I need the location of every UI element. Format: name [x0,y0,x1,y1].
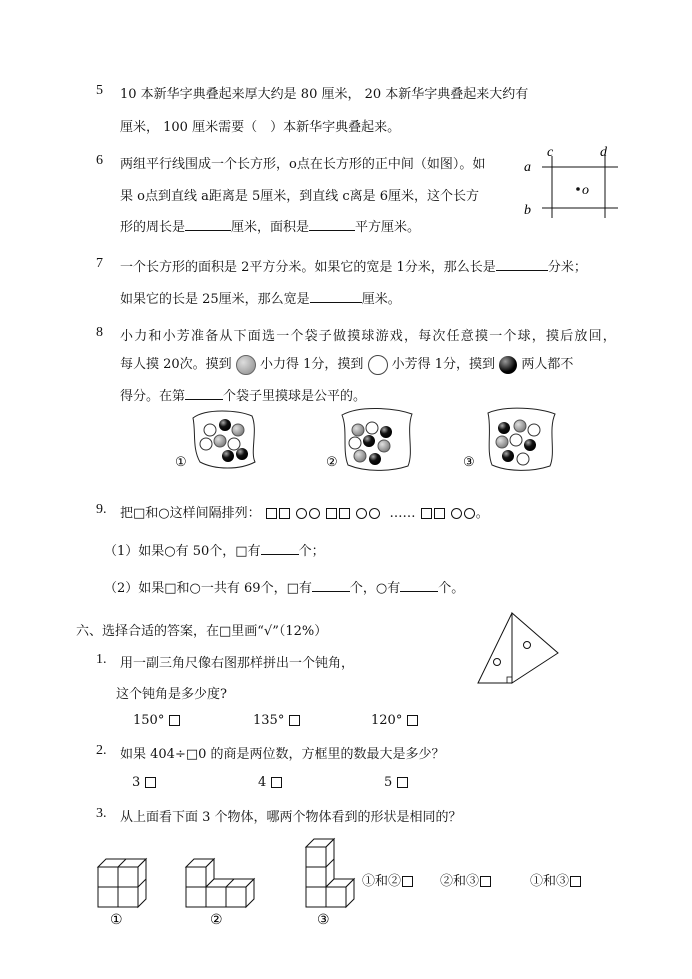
object-2 [186,859,254,907]
q8-text-c: 小芳得 1分，摸到 [391,357,496,372]
section-6-title: 六、选择合适的答案，在□里画“√”（12%） [76,624,328,639]
q9-sub2-text-a: （2）如果□和○一共有 69个，□有 [104,581,312,596]
s6-q3-option-1 [362,870,414,889]
object-3 [306,839,354,907]
object-2-label: ② [210,912,223,928]
s6-q2-number: 2. [96,743,107,758]
question-5-number: 5 [96,83,103,98]
s6-q2-option-3-label: 5 [384,775,393,790]
s6-q1-option-3-label: 120° [371,713,403,728]
s6-q3-option-1-checkbox[interactable] [402,876,413,887]
s6-q3-text: 从上面看下面 3 个物体，哪两个物体看到的形状是相同的？ [120,810,462,825]
question-7-number: 7 [96,256,103,271]
q6-text-c: 平方厘米。 [355,220,421,235]
s6-q3-option-1-label: ①和② [362,874,402,889]
q8-text-e: 得分。在第 [120,389,186,404]
q6-text-b: 厘米，面积是 [231,220,310,235]
q8-text-d: 两人都不 [521,357,574,372]
q9-sub1-text-b: 个； [298,544,325,559]
s6-q3-option-2 [440,870,492,889]
s6-q2-option-1-label: 3 [132,775,141,790]
s6-q3-option-2-checkbox[interactable] [480,876,491,887]
question-8-line1: 小力和小芳准备从下面选一个袋子做摸球游戏，每次任意摸一个球，摸后放回， [120,329,618,344]
label-c: c [547,145,554,160]
s6-q3-option-3-checkbox[interactable] [570,876,581,887]
q9-ellipsis: …… [389,506,416,521]
s6-q2-text: 如果 404÷□0 的商是两位数，方框里的数最大是多少？ [120,747,445,762]
question-5-line1: 10 本新华字典叠起来厚大约是 80 厘米， 20 本新华字典叠起来大约有 [120,87,529,102]
s6-q1-number: 1. [96,652,107,667]
q7-text-b: 分米； [547,260,587,275]
s6-q1-line1: 用一副三角尺像右图那样拼出一个钝角， [120,656,355,671]
question-8-number: 8 [96,325,103,340]
bag-3-label: ③ [463,455,475,470]
question-9-line1: 把□和○这样间隔排列： …… 。 [120,506,489,521]
q8-text-b: 小力得 1分，摸到 [259,357,364,372]
s6-q1-option-2-label: 135° [253,713,285,728]
q6-text-a: 形的周长是 [120,220,186,235]
label-b: b [524,203,531,218]
q7-text-d: 厘米。 [361,292,401,307]
q8-text-f: 个袋子里摸球是公平的。 [223,389,367,404]
s6-q2-option-2-label: 4 [258,775,267,790]
question-6-line1: 两组平行线围成一个长方形，o点在长方形的正中间（如图）。如 [120,157,486,172]
bag-2-label: ② [326,455,338,470]
q7-text-c: 如果它的长是 25厘米，那么宽是 [120,292,310,307]
object-3-label: ③ [317,912,330,928]
question-9-number: 9. [96,502,107,517]
s6-q3-option-3-label: ①和③ [530,874,570,889]
s6-q3-option-2-label: ②和③ [440,874,480,889]
q9-sub2-text-b: 个，○有 [349,581,401,596]
s6-q3-number: 3. [96,806,107,821]
question-5-line2: 厘米， 100 厘米需要（ ）本新华字典叠起来。 [120,120,401,135]
s6-q1-option-1-label: 150° [133,713,165,728]
q8-text-a: 每人摸 20次。摸到 [120,357,232,372]
object-1-label: ① [110,912,123,928]
q9-sub1-text-a: （1）如果○有 50个，□有 [104,544,261,559]
s6-q3-option-3 [530,870,582,889]
label-a: a [524,160,531,175]
q9-sub2-text-c: 个。 [438,581,465,596]
q9-intro: 把□和○这样间隔排列： [120,506,261,521]
label-d: d [600,145,607,160]
question-6-line2: 果 o点到直线 a距离是 5厘米，到直线 c离是 6厘米，这个长方 [120,189,480,204]
s6-q1-line2: 这个钝角是多少度? [116,687,227,702]
label-o: o [582,183,589,198]
bag-1-label: ① [175,455,187,470]
object-1 [98,859,146,907]
q7-text-a: 一个长方形的面积是 2平方分米。如果它的宽是 1分米，那么长是 [120,260,496,275]
question-6-number: 6 [96,153,103,168]
